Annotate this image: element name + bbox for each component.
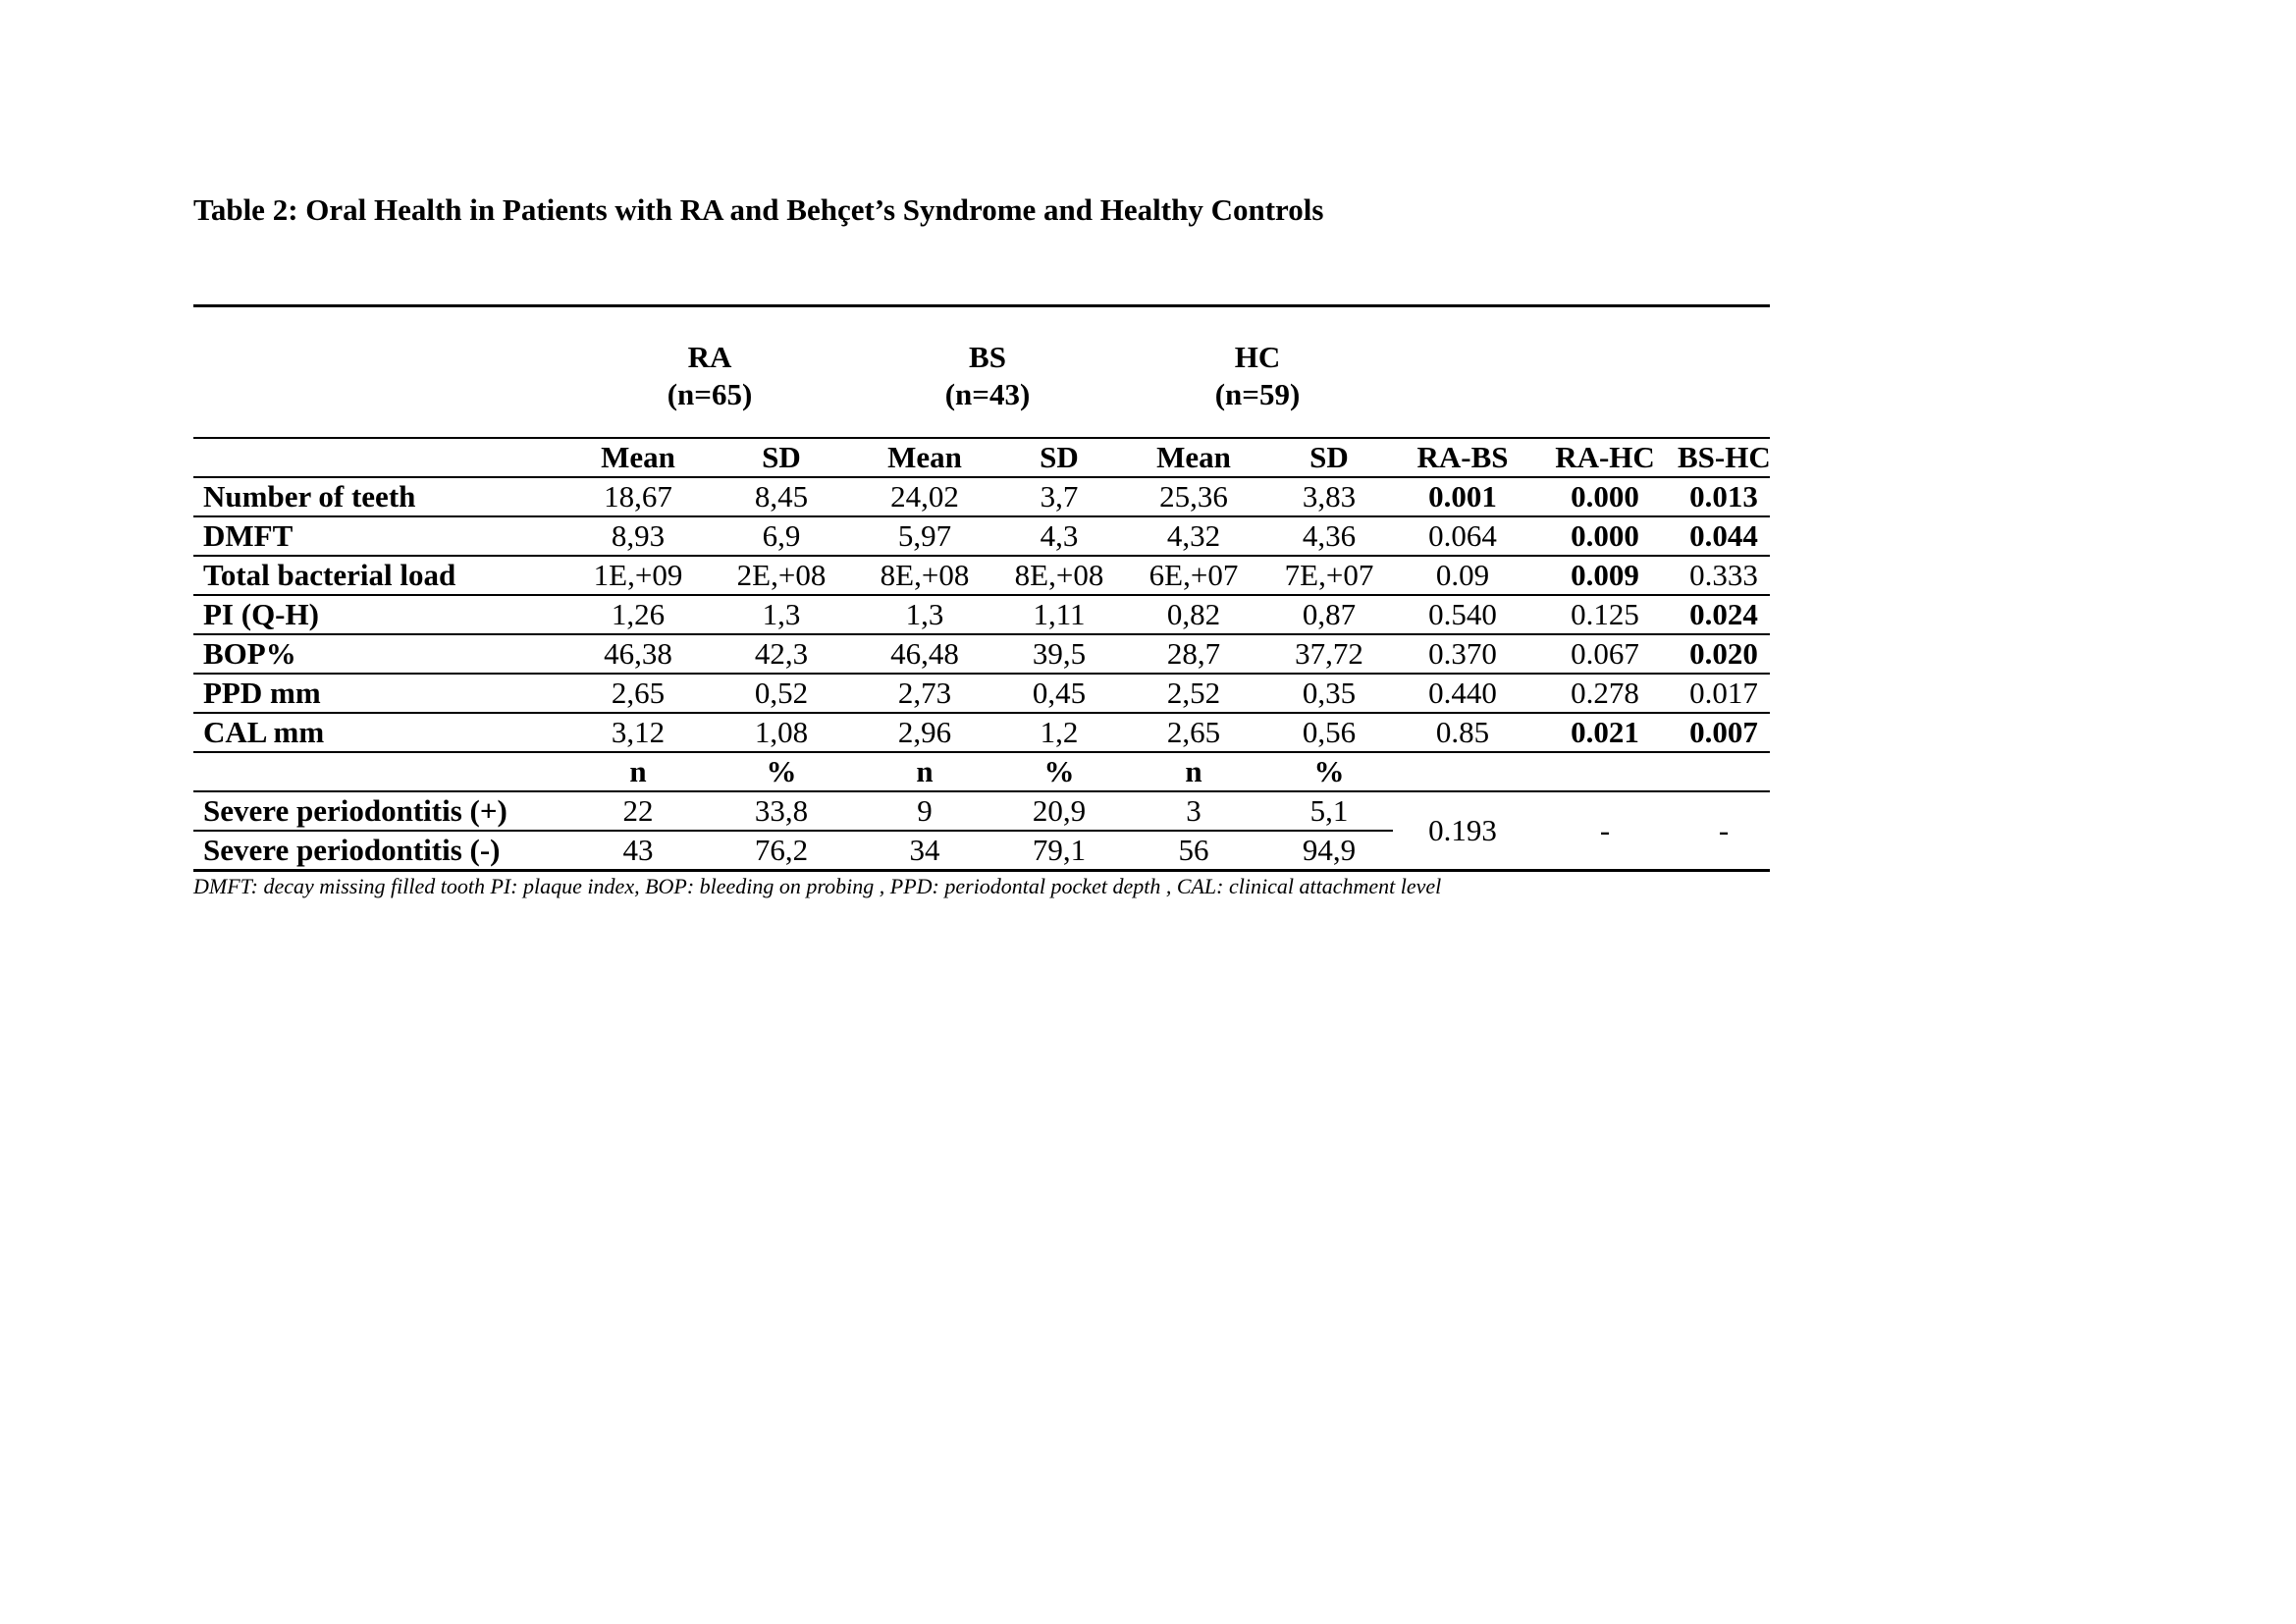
table-row <box>193 634 1770 674</box>
cell: 6E,+07 <box>1122 556 1265 595</box>
cell: 33,8 <box>710 791 853 831</box>
cell: 1,08 <box>710 713 853 752</box>
p-value-cell: 0.125 <box>1532 595 1678 634</box>
cell: 8E,+08 <box>853 556 996 595</box>
table-row <box>193 595 1770 634</box>
cell: 3,83 <box>1265 477 1393 516</box>
col-header: n <box>566 752 710 791</box>
table-row <box>193 674 1770 713</box>
cell: 0,87 <box>1265 595 1393 634</box>
cell: 2,96 <box>853 713 996 752</box>
cell: 9 <box>853 791 996 831</box>
cell: 8,45 <box>710 477 853 516</box>
cell: 1E,+09 <box>566 556 710 595</box>
cell: 0,35 <box>1265 674 1393 713</box>
cell: 2,52 <box>1122 674 1265 713</box>
col-header: n <box>1122 752 1265 791</box>
p-value-cell: 0.85 <box>1393 713 1532 752</box>
p-value-cell: 0.09 <box>1393 556 1532 595</box>
empty-cell <box>1532 306 1678 439</box>
p-value-cell: 0.540 <box>1393 595 1532 634</box>
data-rows <box>193 477 1770 752</box>
cell: 34 <box>853 831 996 871</box>
p-value-cell: 0.067 <box>1532 634 1678 674</box>
cell: 5,1 <box>1265 791 1393 831</box>
col-header: Mean <box>853 438 996 477</box>
empty-cell <box>193 752 566 791</box>
cell: 0,45 <box>996 674 1122 713</box>
cell: 4,3 <box>996 516 1122 556</box>
cell: 1,11 <box>996 595 1122 634</box>
col-header: % <box>996 752 1122 791</box>
subheader-row <box>193 438 1770 477</box>
col-header: BS-HC <box>1678 438 1770 477</box>
cell: 8E,+08 <box>996 556 1122 595</box>
cell: 22 <box>566 791 710 831</box>
cell: 79,1 <box>996 831 1122 871</box>
col-header: RA-HC <box>1532 438 1678 477</box>
row-label: Severe periodontitis (+) <box>193 791 566 831</box>
row-label: PI (Q-H) <box>193 595 566 634</box>
row-label: CAL mm <box>193 713 566 752</box>
p-value-cell: 0.193 <box>1393 791 1532 871</box>
p-value-cell: 0.064 <box>1393 516 1532 556</box>
cell: 56 <box>1122 831 1265 871</box>
cell: 3,12 <box>566 713 710 752</box>
cell: 1,2 <box>996 713 1122 752</box>
col-header: % <box>1265 752 1393 791</box>
empty-cell <box>1393 752 1532 791</box>
cell: 4,32 <box>1122 516 1265 556</box>
cell: 76,2 <box>710 831 853 871</box>
cell: 2E,+08 <box>710 556 853 595</box>
cell: 46,38 <box>566 634 710 674</box>
col-header: % <box>710 752 853 791</box>
oral-health-table <box>193 304 1770 872</box>
cell: 39,5 <box>996 634 1122 674</box>
group-header-ra: RA (n=65) <box>566 306 853 439</box>
cell: 28,7 <box>1122 634 1265 674</box>
p-value-cell: 0.021 <box>1532 713 1678 752</box>
cell: 42,3 <box>710 634 853 674</box>
p-value-cell: 0.024 <box>1678 595 1770 634</box>
cell: 7E,+07 <box>1265 556 1393 595</box>
p-value-cell: 0.017 <box>1678 674 1770 713</box>
p-value-cell: - <box>1678 791 1770 871</box>
p-value-cell: 0.009 <box>1532 556 1678 595</box>
col-header: SD <box>996 438 1122 477</box>
table-row <box>193 516 1770 556</box>
p-value-cell: - <box>1532 791 1678 871</box>
col-header: SD <box>710 438 853 477</box>
p-value-cell: 0.044 <box>1678 516 1770 556</box>
cell: 46,48 <box>853 634 996 674</box>
empty-cell <box>1532 752 1678 791</box>
col-header: SD <box>1265 438 1393 477</box>
empty-cell <box>1678 306 1770 439</box>
p-value-cell: 0.370 <box>1393 634 1532 674</box>
cell: 0,52 <box>710 674 853 713</box>
col-header: Mean <box>1122 438 1265 477</box>
cell: 20,9 <box>996 791 1122 831</box>
row-label: BOP% <box>193 634 566 674</box>
row-label: Number of teeth <box>193 477 566 516</box>
p-value-cell: 0.013 <box>1678 477 1770 516</box>
table-row <box>193 713 1770 752</box>
p-value-cell: 0.000 <box>1532 516 1678 556</box>
p-value-cell: 0.020 <box>1678 634 1770 674</box>
table-footnote: DMFT: decay missing filled tooth PI: plaque index, BOP: bleeding on probing , PPD: periodontal pocket depth , CAL: clinical attachment level <box>193 874 1442 898</box>
group-header-hc: HC (n=59) <box>1122 306 1393 439</box>
cell: 6,9 <box>710 516 853 556</box>
cell: 1,3 <box>710 595 853 634</box>
cell: 3,7 <box>996 477 1122 516</box>
p-value-cell: 0.000 <box>1532 477 1678 516</box>
np-header-row <box>193 752 1770 791</box>
cell: 4,36 <box>1265 516 1393 556</box>
p-value-cell: 0.440 <box>1393 674 1532 713</box>
cell: 0,56 <box>1265 713 1393 752</box>
group-header-bs: BS (n=43) <box>853 306 1122 439</box>
table-row <box>193 791 1770 831</box>
empty-cell <box>193 306 566 439</box>
p-value-cell: 0.278 <box>1532 674 1678 713</box>
col-header: Mean <box>566 438 710 477</box>
cell: 1,3 <box>853 595 996 634</box>
cell: 43 <box>566 831 710 871</box>
row-label: Severe periodontitis (-) <box>193 831 566 871</box>
row-label: DMFT <box>193 516 566 556</box>
p-value-cell: 0.333 <box>1678 556 1770 595</box>
cell: 5,97 <box>853 516 996 556</box>
table-row <box>193 477 1770 516</box>
cell: 0,82 <box>1122 595 1265 634</box>
cell: 37,72 <box>1265 634 1393 674</box>
row-label: PPD mm <box>193 674 566 713</box>
cell: 3 <box>1122 791 1265 831</box>
table-row <box>193 556 1770 595</box>
cell: 25,36 <box>1122 477 1265 516</box>
cell: 2,73 <box>853 674 996 713</box>
cell: 1,26 <box>566 595 710 634</box>
col-header: RA-BS <box>1393 438 1532 477</box>
cell: 24,02 <box>853 477 996 516</box>
empty-cell <box>193 438 566 477</box>
empty-cell <box>1393 306 1532 439</box>
p-value-cell: 0.001 <box>1393 477 1532 516</box>
group-header-row <box>193 306 1770 439</box>
row-label: Total bacterial load <box>193 556 566 595</box>
empty-cell <box>1678 752 1770 791</box>
cell: 2,65 <box>566 674 710 713</box>
p-value-cell: 0.007 <box>1678 713 1770 752</box>
cell: 2,65 <box>1122 713 1265 752</box>
table-title: Table 2: Oral Health in Patients with RA and Behçet’s Syndrome and Healthy Controls <box>193 192 1324 227</box>
cell: 94,9 <box>1265 831 1393 871</box>
cell: 18,67 <box>566 477 710 516</box>
col-header: n <box>853 752 996 791</box>
cell: 8,93 <box>566 516 710 556</box>
